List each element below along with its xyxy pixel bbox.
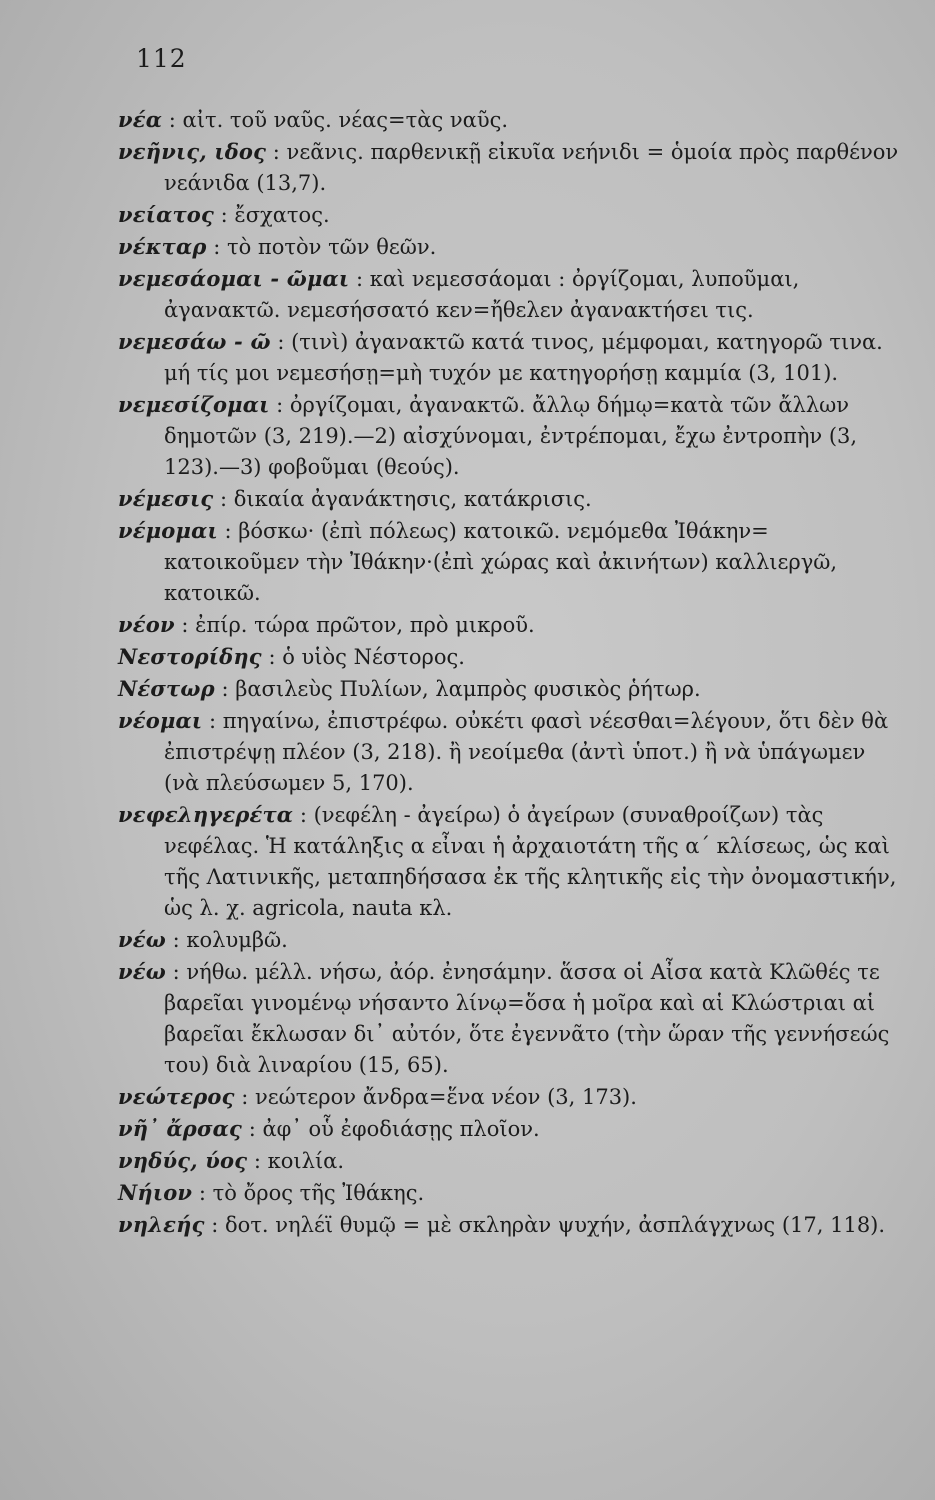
entry-lemma: νέκταρ — [118, 234, 207, 259]
entry-definition: : κολυμβῶ. — [172, 928, 288, 952]
dictionary-entry — [118, 673, 900, 705]
entry-definition: : νεώτερον ἄνδρα=ἕνα νέον (3, 173). — [241, 1085, 637, 1109]
dictionary-entry — [118, 483, 900, 515]
entry-lemma: νέω — [118, 959, 166, 984]
dictionary-entry — [118, 1081, 900, 1113]
entry-definition: : δικαία ἀγανάκτησις, κατάκρισις. — [220, 487, 592, 511]
entry-definition: : πηγαίνω, ἐπιστρέφω. οὐκέτι φασὶ νέεσθαι=λέγουν, ὅτι δὲν θὰ ἐπιστρέψῃ πλέον (3, 218). ἢ νεοίμεθα (ἀντὶ ὑποτ.) ἢ νὰ ὑπάγωμεν (νὰ πλεύσωμεν 5, 170). — [164, 709, 889, 795]
entry-definition: : ἐπίρ. τώρα πρῶτον, πρὸ μικροῦ. — [181, 613, 535, 637]
dictionary-entry — [118, 515, 900, 609]
entry-definition: : νεᾶνις. παρθενικῇ εἰκυῖα νεήνιδι = ὁμοία πρὸς παρθένον νεάνιδα (13,7). — [164, 140, 899, 195]
entry-definition: : (νεφέλη - ἀγείρω) ὁ ἀγείρων (συναθροίζων) τὰς νεφέλας. Ἡ κατάληξις α εἶναι ἡ ἀρχαιοτάτη τῆς α΄ κλίσεως, ὡς καὶ τῆς Λατινικῆς, μεταπηδήσασα ἐκ τῆς κλητικῆς εἰς τὴν ὀνομαστικήν, ὡς λ. χ. agricola, nauta κλ. — [164, 803, 897, 920]
entry-lemma: Νέστωρ — [118, 676, 215, 701]
entry-definition: : ἀφ᾽ οὗ ἐφοδιάσῃς πλοῖον. — [248, 1117, 540, 1141]
dictionary-entries — [118, 104, 900, 1241]
entry-definition: : τὸ ποτὸν τῶν θεῶν. — [213, 235, 437, 259]
dictionary-entry — [118, 1209, 900, 1241]
entry-definition: : καὶ νεμεσσάομαι : ὀργίζομαι, λυποῦμαι, ἀγανακτῶ. νεμεσήσσατό κεν=ἤθελεν ἀγανακτήσει τις. — [164, 267, 800, 322]
entry-lemma: νέομαι — [118, 708, 203, 733]
entry-lemma: νεμεσάομαι - ῶμαι — [118, 266, 350, 291]
dictionary-entry — [118, 1177, 900, 1209]
entry-definition: : αἰτ. τοῦ ναῦς. νέας=τὰς ναῦς. — [168, 108, 509, 132]
dictionary-entry — [118, 326, 900, 389]
entry-definition: : βασιλεὺς Πυλίων, λαμπρὸς φυσικὸς ῥήτωρ. — [221, 677, 701, 701]
dictionary-entry — [118, 956, 900, 1081]
entry-lemma: νέμομαι — [118, 518, 218, 543]
entry-lemma: νέω — [118, 927, 166, 952]
entry-lemma: νέον — [118, 612, 175, 637]
dictionary-entry — [118, 799, 900, 924]
entry-lemma: νεῆνις, ιδος — [118, 139, 267, 164]
dictionary-entry — [118, 136, 900, 199]
entry-lemma: νέα — [118, 107, 163, 132]
dictionary-entry — [118, 263, 900, 326]
entry-definition: : κοιλία. — [253, 1149, 345, 1173]
dictionary-entry — [118, 1145, 900, 1177]
entry-lemma: νεμεσάω - ῶ — [118, 329, 271, 354]
entry-lemma: Νήιον — [118, 1180, 193, 1205]
dictionary-entry — [118, 104, 900, 136]
dictionary-entry — [118, 1113, 900, 1145]
entry-lemma: νεμεσίζομαι — [118, 392, 270, 417]
entry-definition: : δοτ. νηλέϊ θυμῷ = μὲ σκληρὰν ψυχήν, ἀσπλάγχνως (17, 118). — [211, 1213, 886, 1237]
dictionary-entry — [118, 199, 900, 231]
entry-definition: : τὸ ὄρος τῆς Ἰθάκης. — [198, 1181, 425, 1205]
entry-definition: : ὀργίζομαι, ἀγανακτῶ. ἄλλῳ δήμῳ=κατὰ τῶν ἄλλων δημοτῶν (3, 219).—2) αἰσχύνομαι, ἐντρέπομαι, ἔχω ἐντροπὴν (3, 123).—3) φοβοῦμαι (θεούς). — [164, 393, 858, 479]
dictionary-entry — [118, 924, 900, 956]
entry-lemma: νέμεσις — [118, 486, 214, 511]
entry-definition: : βόσκω· (ἐπὶ πόλεως) κατοικῶ. νεμόμεθα Ἰθάκην= κατοικοῦμεν τὴν Ἰθάκην·(ἐπὶ χώρας καὶ ἀκινήτων) καλλιεργῶ, κατοικῶ. — [164, 519, 838, 605]
entry-lemma: νεφεληγερέτα — [118, 802, 294, 827]
entry-lemma: νεώτερος — [118, 1084, 235, 1109]
dictionary-entry — [118, 389, 900, 483]
entry-lemma: νῆ᾽ ἄρσας — [118, 1116, 243, 1141]
entry-definition: : ἔσχατος. — [220, 203, 330, 227]
entry-definition: : (τινὶ) ἀγανακτῶ κατά τινος, μέμφομαι, κατηγορῶ τινα. μή τίς μοι νεμεσήσῃ=μὴ τυχόν με κατηγορήσῃ καμμία (3, 101). — [164, 330, 883, 385]
entry-lemma: νηλεής — [118, 1212, 205, 1237]
dictionary-entry — [118, 231, 900, 263]
entry-definition: : νήθω. μέλλ. νήσω, ἀόρ. ἐνησάμην. ἅσσα οἱ Αἶσα κατὰ Κλῶθές τε βαρεῖαι γινομένῳ νήσαντο λίνῳ=ὅσα ἡ μοῖρα καὶ αἱ Κλώστριαι αἱ βαρεῖαι ἔκλωσαν δι᾽ αὐτόν, ὅτε ἐγεννᾶτο (τὴν ὥραν τῆς γεννήσεώς του) διὰ λιναρίου (15, 65). — [164, 960, 890, 1077]
entry-definition: : ὁ υἱὸς Νέστορος. — [268, 645, 465, 669]
page-number: 112 — [136, 44, 187, 73]
dictionary-entry — [118, 641, 900, 673]
entry-lemma: νείατος — [118, 202, 214, 227]
dictionary-entry — [118, 705, 900, 799]
entry-lemma: νηδύς, ύος — [118, 1148, 248, 1173]
dictionary-entry — [118, 609, 900, 641]
entry-lemma: Νεστορίδης — [118, 644, 262, 669]
